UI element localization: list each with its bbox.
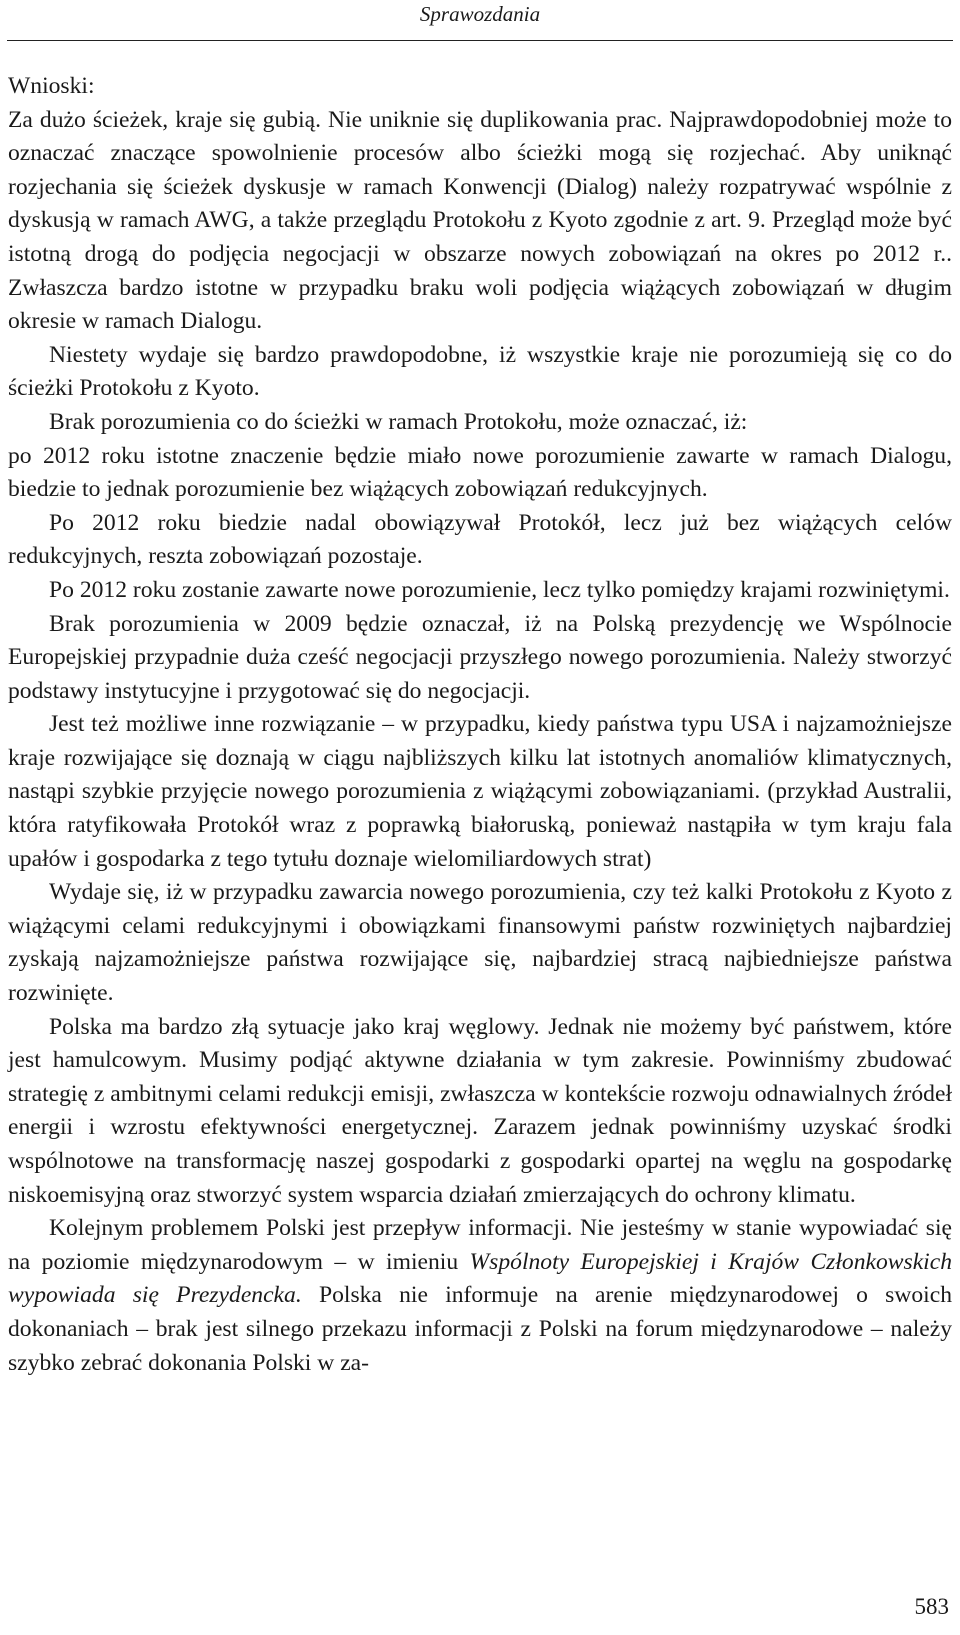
paragraph-6: Po 2012 roku zostanie zawarte nowe porozumienie, lecz tylko pomiędzy krajami rozwiniętymi. [49,576,950,603]
paragraph-9: Wydaje się, iż w przypadku zawarcia nowego porozumienia, czy też kalki Protokołu z Kyoto z wiążącymi celami redukcyjnymi i obowiązkami finansowymi państw rozwiniętych najbardziej zyskają najzamożniejsze państwa rozwijające się, najbardziej stracą najbiedniejsze państwa rozwinięte. [8,879,952,1007]
paragraph-11 [8,1212,952,1380]
page-number: 583 [914,1594,949,1619]
paragraph-4: po 2012 roku istotne znaczenie będzie miało nowe porozumienie zawarte w ramach Dialogu, biedzie to jednak porozumienie bez wiążących zobowiązań redukcyjnych. [8,442,952,503]
paragraph-11-emphasis: Wspólnoty Europejskiej i Krajów Członkowskich wypowiada się Prezydencka. [8,1248,952,1309]
paragraph-7: Brak porozumienia w 2009 będzie oznaczał, iż na Polską prezydencję we Wspólnocie Europejskiej przypadnie duża cześć negocjacji przyszłego nowego porozumienia. Należy stworzyć podstawy instytucyjne i przygotować się do negocjacji. [8,610,952,704]
paragraph-1: Za dużo ścieżek, kraje się gubią. Nie uniknie się duplikowania prac. Najprawdopodobniej może to oznaczać znaczące spowolnienie procesów albo ścieżki mogą się rozjechać. Aby uniknąć rozjechania się ścieżek dyskusje w ramach Konwencji (Dialog) należy rozpatrywać wspólnie z dyskusją w ramach AWG, a także przeglądu Protokołu z Kyoto zgodnie z art. 9. Przegląd może być istotną drogą do podjęcia negocjacji w obszarze nowych zobowiązań na okres po 2012 r.. Zwłaszcza bardzo istotne w przypadku braku woli podjęcia wiążących zobowiązań w długim okresie w ramach Dialogu. [8,106,952,335]
paragraph-11-text-b: Polska nie informuje na arenie międzynarodowej o swoich dokonaniach – brak jest silnego przekazu informacji z Polski na forum międzynarodowe – należy szybko zebrać dokonania Polski w za- [8,1282,952,1376]
paragraph-3: Brak porozumienia co do ścieżki w ramach Protokołu, może oznaczać, iż: [49,408,748,435]
running-header: Sprawozdania [419,2,541,26]
header-rule [7,40,953,41]
section-heading: Wnioski: [8,73,95,99]
paragraph-10: Polska ma bardzo złą sytuacje jako kraj węglowy. Jednak nie możemy być państwem, które jest hamulcowym. Musimy podjąć aktywne działania w tym zakresie. Powinniśmy zbudować strategię z ambitnymi celami redukcji emisji, zwłaszcza w kontekście rozwoju odnawialnych źródeł energii i wzrostu efektywności energetycznej. Zarazem jednak powinniśmy uzyskać środki wspólnotowe na transformację naszej gospodarki z gospodarki opartej na węglu na gospodarkę niskoemisyjną oraz stworzyć system wsparcia działań zmierzających do ochrony klimatu. [8,1013,952,1208]
paragraph-5: Po 2012 roku biedzie nadal obowiązywał Protokół, lecz już bez wiążących celów redukcyjnych, reszta zobowiązań pozostaje. [8,509,952,570]
page-body [8,70,952,1380]
paragraph-8: Jest też możliwe inne rozwiązanie – w przypadku, kiedy państwa typu USA i najzamożniejsze kraje rozwijające się doznają w ciągu najbliższych kilku lat istotnych anomaliów klimatycznych, nastąpi szybkie przyjęcie nowego porozumienia z wiążącymi zobowiązaniami. (przykład Australii, która ratyfikowała Protokół wraz z poprawką białoruską, ponieważ nastąpiła w tym kraju fala upałów i gospodarka z tego tytułu doznaje wielomiliardowych strat) [8,711,952,872]
paragraph-11-text-a: Kolejnym problemem Polski jest przepływ informacji. Nie jesteśmy w stanie wypowiadać się na poziomie międzynarodowym – w imieniu [8,1215,952,1275]
paragraph-2: Niestety wydaje się bardzo prawdopodobne, iż wszystkie kraje nie porozumieją się co do ścieżki Protokołu z Kyoto. [8,341,952,402]
